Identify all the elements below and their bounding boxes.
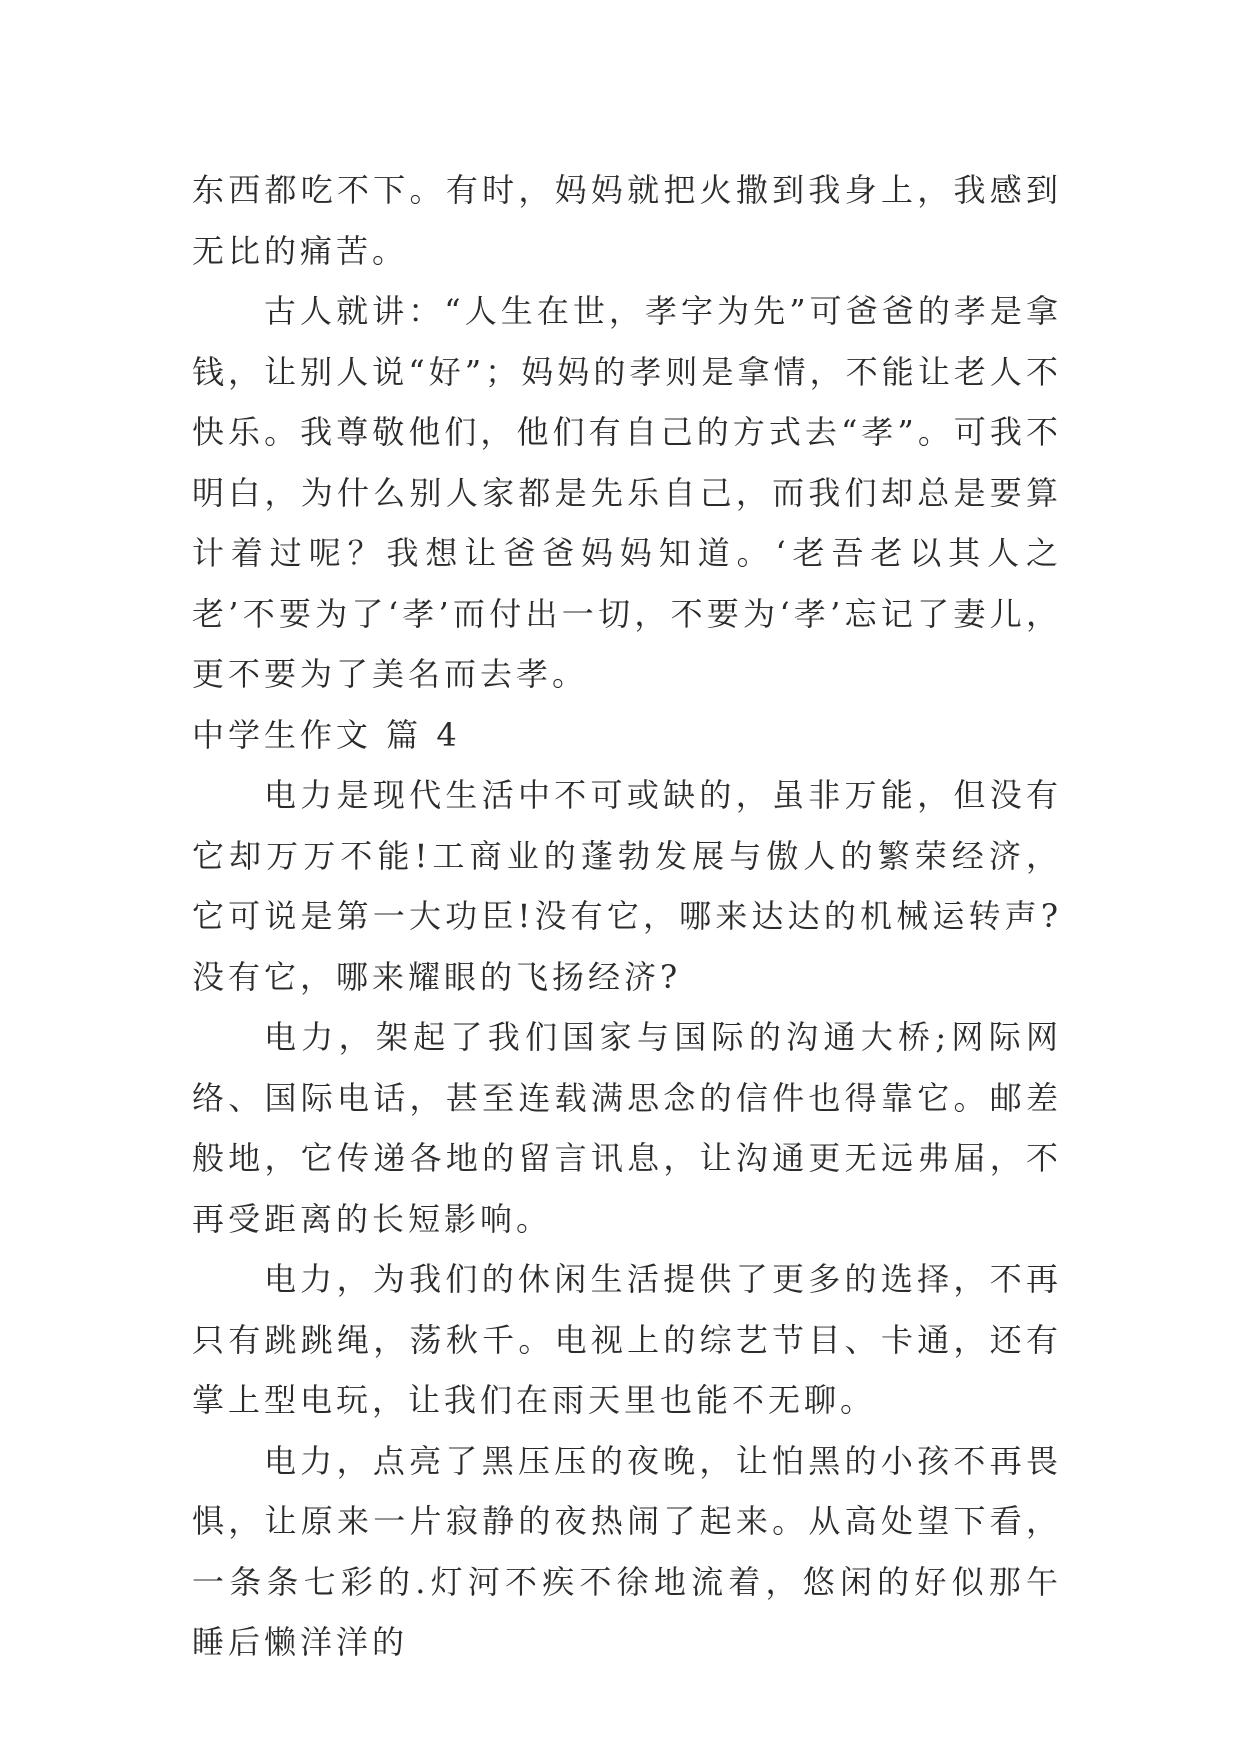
paragraph-electricity-intro: 电力是现代生活中不可或缺的，虽非万能，但没有它却万万不能!工商业的蓬勃发展与傲人的繁荣经济，它可说是第一大功臣!没有它，哪来达达的机械运转声?没有它，哪来耀眼的飞扬经济? xyxy=(192,776,1062,996)
paragraph-electricity-communication: 电力，架起了我们国家与国际的沟通大桥;网际网络、国际电话，甚至连载满思念的信件也得靠它。邮差般地，它传递各地的留言讯息，让沟通更无远弗届，不再受距离的长短影响。 xyxy=(192,1018,1062,1238)
paragraph-filial-piety: 古人就讲：“人生在世，孝字为先”可爸爸的孝是拿钱，让别人说“好”；妈妈的孝则是拿情，不能让老人不快乐。我尊敬他们，他们有自己的方式去“孝”。可我不明白，为什么别人家都是先乐自己，而我们却总是要算计着过呢？我想让爸爸妈妈知道。‘老吾老以其人之老’不要为了‘孝’而付出一切，不要为‘孝’忘记了妻儿，更不要为了美名而去孝。 xyxy=(192,292,1062,693)
paragraph-electricity-leisure: 电力，为我们的休闲生活提供了更多的选择，不再只有跳跳绳，荡秋千。电视上的综艺节目、卡通，还有掌上型电玩，让我们在雨天里也能不无聊。 xyxy=(192,1260,1062,1419)
paragraph-electricity-night: 电力，点亮了黑压压的夜晚，让怕黑的小孩不再畏惧，让原来一片寂静的夜热闹了起来。从高处望下看，一条条七彩的.灯河不疾不徐地流着，悠闲的好似那午睡后懒洋洋的 xyxy=(192,1441,1062,1661)
section-title: 中学生作文 篇 4 xyxy=(192,715,461,754)
paragraph-continuation: 东西都吃不下。有时，妈妈就把火撒到我身上，我感到无比的痛苦。 xyxy=(192,171,1062,270)
document-page xyxy=(192,160,1062,1673)
